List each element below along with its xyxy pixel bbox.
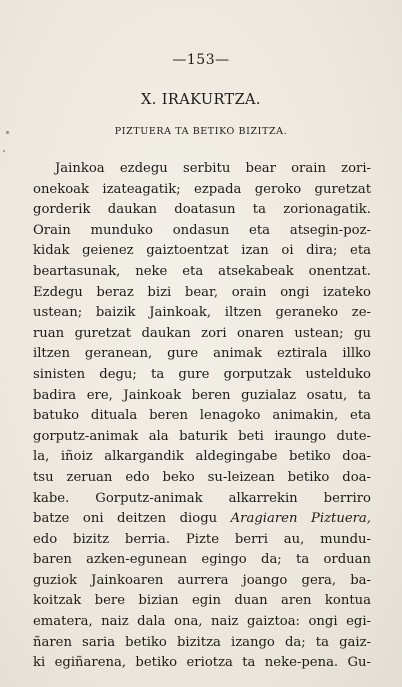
text-line: Ezdegu beraz bizi bear, orain ongi izateko — [33, 284, 371, 300]
text-line: guziok Jainkoaren aurrera joango gera, ba- — [33, 572, 371, 588]
text-line: gorderik daukan doatasun ta zorionagatik. — [33, 202, 371, 218]
chapter-title: X. IRAKURTZA. — [141, 92, 261, 108]
text-line: ustean; baizik Jainkoak, iltzen geraneko ze- — [33, 305, 371, 321]
text-line: ñaren saria betiko bizitza izango da; ta gaiz- — [33, 634, 371, 650]
text-line: onekoak izateagatik; ezpada geroko guretzat — [33, 181, 371, 197]
text-line: kidak geienez gaiztoentzat izan oi dira; eta — [33, 243, 371, 259]
text-line: ki egiñarena, betiko eriotza ta neke-pena. Gu- — [33, 655, 371, 671]
text-line: sinisten degu; ta gure gorputzak ustelduko — [33, 366, 371, 382]
text-line: gorputz-animak ala baturik beti iraungo dute- — [33, 428, 371, 444]
section-title: PIZTUERA TA BETIKO BIZITZA. — [114, 126, 288, 137]
text-line: tsu zeruan edo beko su-leizean betiko doa- — [33, 469, 371, 485]
text-line: koitzak bere bizian egin duan aren kontua — [33, 593, 371, 609]
body-paragraph — [33, 159, 371, 674]
page-number: —153— — [172, 52, 230, 68]
text-line: kabe. Gorputz-animak alkarrekin berriro — [33, 490, 371, 506]
text-line: iltzen geranean, gure animak eztirala illko — [33, 346, 371, 362]
ink-speck — [3, 150, 5, 152]
text-line: badira ere, Jainkoak beren guzialaz osatu, ta — [33, 387, 371, 403]
text-line: Jainkoa ezdegu serbitu bear orain zori- — [55, 161, 371, 176]
text-line: edo bizitz berria. Pizte berri au, mundu- — [33, 531, 371, 547]
ink-speck — [6, 131, 9, 134]
text-line: baren azken-egunean egingo da; ta orduan — [33, 552, 371, 568]
italic-term: Aragiaren Piztuera, — [230, 511, 371, 527]
text-line-with-italic — [33, 509, 371, 530]
text-line: batuko dituala beren lenagoko animakin, eta — [33, 408, 371, 424]
text-line: la, iñoiz alkargandik aldegingabe betiko doa- — [33, 449, 371, 465]
text-line: ematera, naiz dala ona, naiz gaiztoa: ongi egi- — [33, 614, 371, 630]
text-segment: batze oni deitzen diogu — [33, 511, 231, 527]
text-line: beartasunak, neke eta atsekabeak onentzat. — [33, 263, 371, 279]
text-line: ruan guretzat daukan zori onaren ustean; gu — [33, 325, 371, 341]
text-line: Orain munduko ondasun eta atsegin-poz- — [33, 222, 371, 238]
